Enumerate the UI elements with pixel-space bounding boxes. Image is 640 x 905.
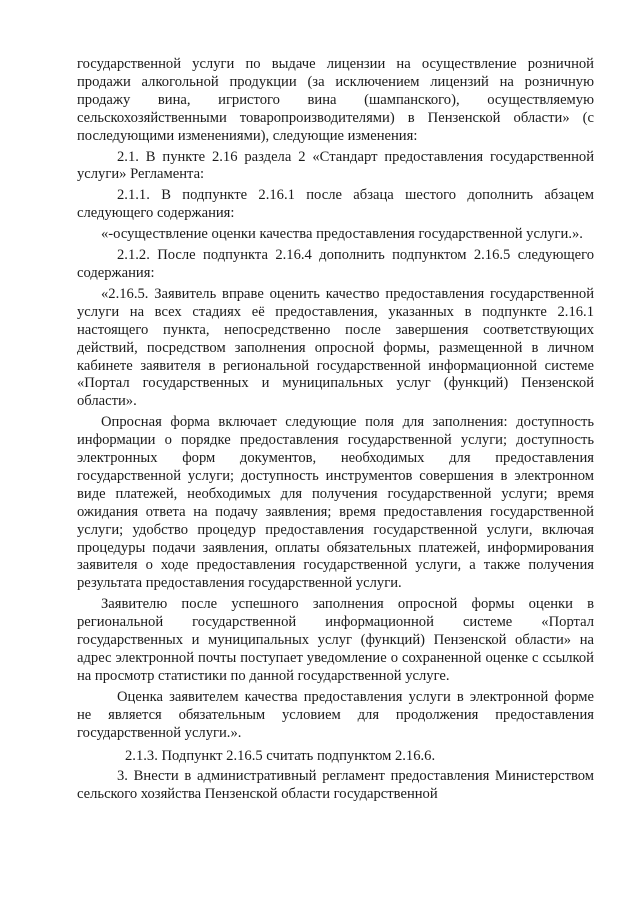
paragraph-3: 3. Внести в административный регламент предоставления Министерством сельского хозяйства Пензенской области государственной <box>77 768 594 803</box>
paragraph-survey-fields: Опросная форма включает следующие поля для заполнения: доступность информации о порядке предоставления государственной услуги; доступность электронных форм документов, необходимых для предоставления государственной услуги; доступность инструментов совершения в электронном виде платежей, необходимых для получения государственной услуги; время ожидания ответа на подачу заявления; время предоставления государственной услуги; удобство процедур предоставления государственной услуги, включая процедуры подачи заявления, оплаты обязательных платежей, информирования заявителя о ходе предоставления государственной услуги, а также получения результата предоставления государственной услуги. <box>77 414 594 592</box>
document-page <box>77 56 594 804</box>
paragraph-optional-assessment: Оценка заявителем качества предоставления услуги в электронной форме не является обязательным условием для продолжения предоставления государственной услуги.». <box>77 688 594 741</box>
paragraph-2-1-3: 2.1.3. Подпункт 2.16.5 считать подпунктом 2.16.6. <box>125 747 436 764</box>
paragraph-quote-assessment: «-осуществление оценки качества предоставления государственной услуги.». <box>101 226 583 243</box>
paragraph-intro-continuation: государственной услуги по выдаче лицензии на осуществление розничной продажи алкогольной продукции (за исключением лицензий на розничную продажу вина, игристого вина (шампанского), осуществляемую сельскохозяйственными товаропроизводителями) в Пензенской области» (с последующими изменениями), следующие изменения: <box>77 56 594 144</box>
paragraph-2-16-5: «2.16.5. Заявитель вправе оценить качество предоставления государственной услуги на всех стадиях её предоставления, указанных в подпункте 2.16.1 настоящего пункта, непосредственно после завершения соответствующих действий, посредством заполнения опросной формы, размещенной в личном кабинете заявителя в региональной государственной информационной системе «Портал государственных и муниципальных услуг (функций) Пензенской области». <box>77 285 594 410</box>
paragraph-2-1-2: 2.1.2. После подпункта 2.16.4 дополнить подпунктом 2.16.5 следующего содержания: <box>77 247 594 281</box>
paragraph-notification: Заявителю после успешного заполнения опросной формы оценки в региональной государственной информационной системе «Портал государственных и муниципальных услуг (функций) Пензенской области» на адрес электронной почты поступает уведомление о сохраненной оценке с ссылкой на просмотр статистики по данной государственной услуге. <box>77 596 594 684</box>
paragraph-2-1-1: 2.1.1. В подпункте 2.16.1 после абзаца шестого дополнить абзацем следующего содержания: <box>77 187 594 222</box>
paragraph-2-1: 2.1. В пункте 2.16 раздела 2 «Стандарт предоставления государственной услуги» Регламента: <box>77 148 594 183</box>
